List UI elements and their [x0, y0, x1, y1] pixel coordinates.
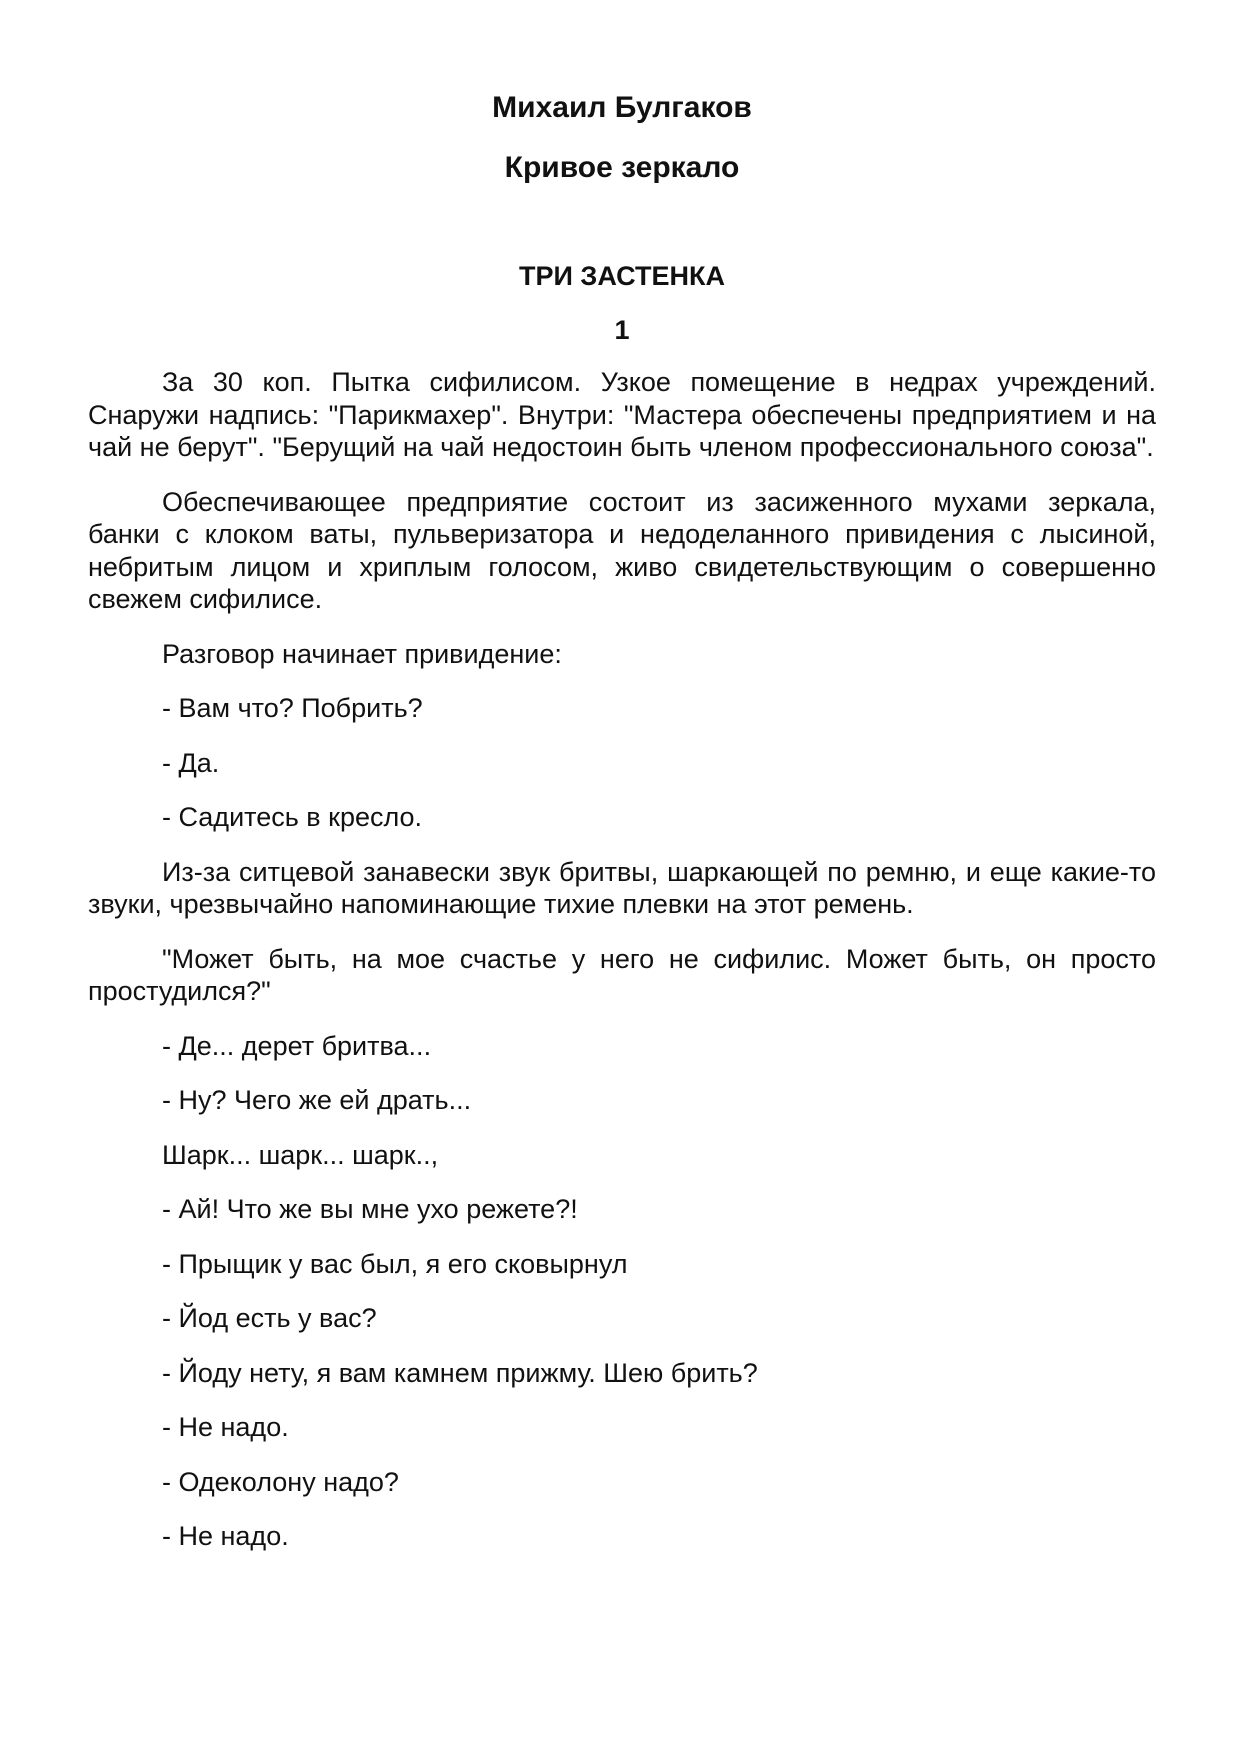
dialogue-line: - Одеколону надо?: [162, 1466, 399, 1497]
body-text: [88, 366, 1156, 1553]
author-name: Михаил Булгаков: [492, 91, 752, 124]
dialogue-line: - Йоду нету, я вам камнем прижму. Шею брить?: [162, 1357, 758, 1388]
dialogue-line: - Не надо.: [162, 1412, 289, 1442]
paragraph: "Может быть, на мое счастье у него не сифилис. Может быть, он просто простудился?": [88, 943, 1156, 1006]
dialogue-line: - Йод есть у вас?: [162, 1303, 377, 1333]
dialogue-line: - Садитесь в кресло.: [162, 802, 423, 832]
book-title: Кривое зеркало: [504, 151, 740, 184]
paragraph: Разговор начинает привидение:: [162, 638, 562, 669]
dialogue-line: - Ну? Чего же ей драть...: [162, 1085, 472, 1115]
paragraph: Шарк... шарк... шарк..,: [162, 1139, 439, 1170]
section-number: 1: [614, 315, 630, 345]
dialogue-line: - Прыщик у вас был, я его сковырнул: [162, 1248, 628, 1279]
dialogue-line: - Де... дерет бритва...: [162, 1030, 432, 1061]
dialogue-line: - Ай! Что же вы мне ухо режете?!: [162, 1194, 578, 1224]
dialogue-line: - Да.: [162, 747, 220, 778]
dialogue-line: - Не надо.: [162, 1521, 289, 1551]
paragraph: Обеспечивающее предприятие состоит из засиженного мухами зеркала, банки с клоком ваты, пульверизатора и недоделанного привидения с лысиной, небритым лицом и хриплым голосом, живо свидетельствующим о совершенно свежем сифилисе.: [88, 486, 1156, 614]
section-title: ТРИ ЗАСТЕНКА: [519, 261, 725, 291]
document-page: [88, 90, 1156, 1575]
paragraph: Из-за ситцевой занавески звук бритвы, шаркающей по ремню, и еще какие-то звуки, чрезвычайно напоминающие тихие плевки на этот ремень.: [88, 856, 1156, 919]
paragraph: За 30 коп. Пытка сифилисом. Узкое помещение в недрах учреждений. Снаружи надпись: "Парикмахер". Внутри: "Мастера обеспечены предприятием и на чай не берут". "Берущий на чай недостоин быть членом профессионального союза".: [88, 367, 1156, 462]
dialogue-line: - Вам что? Побрить?: [162, 693, 423, 723]
